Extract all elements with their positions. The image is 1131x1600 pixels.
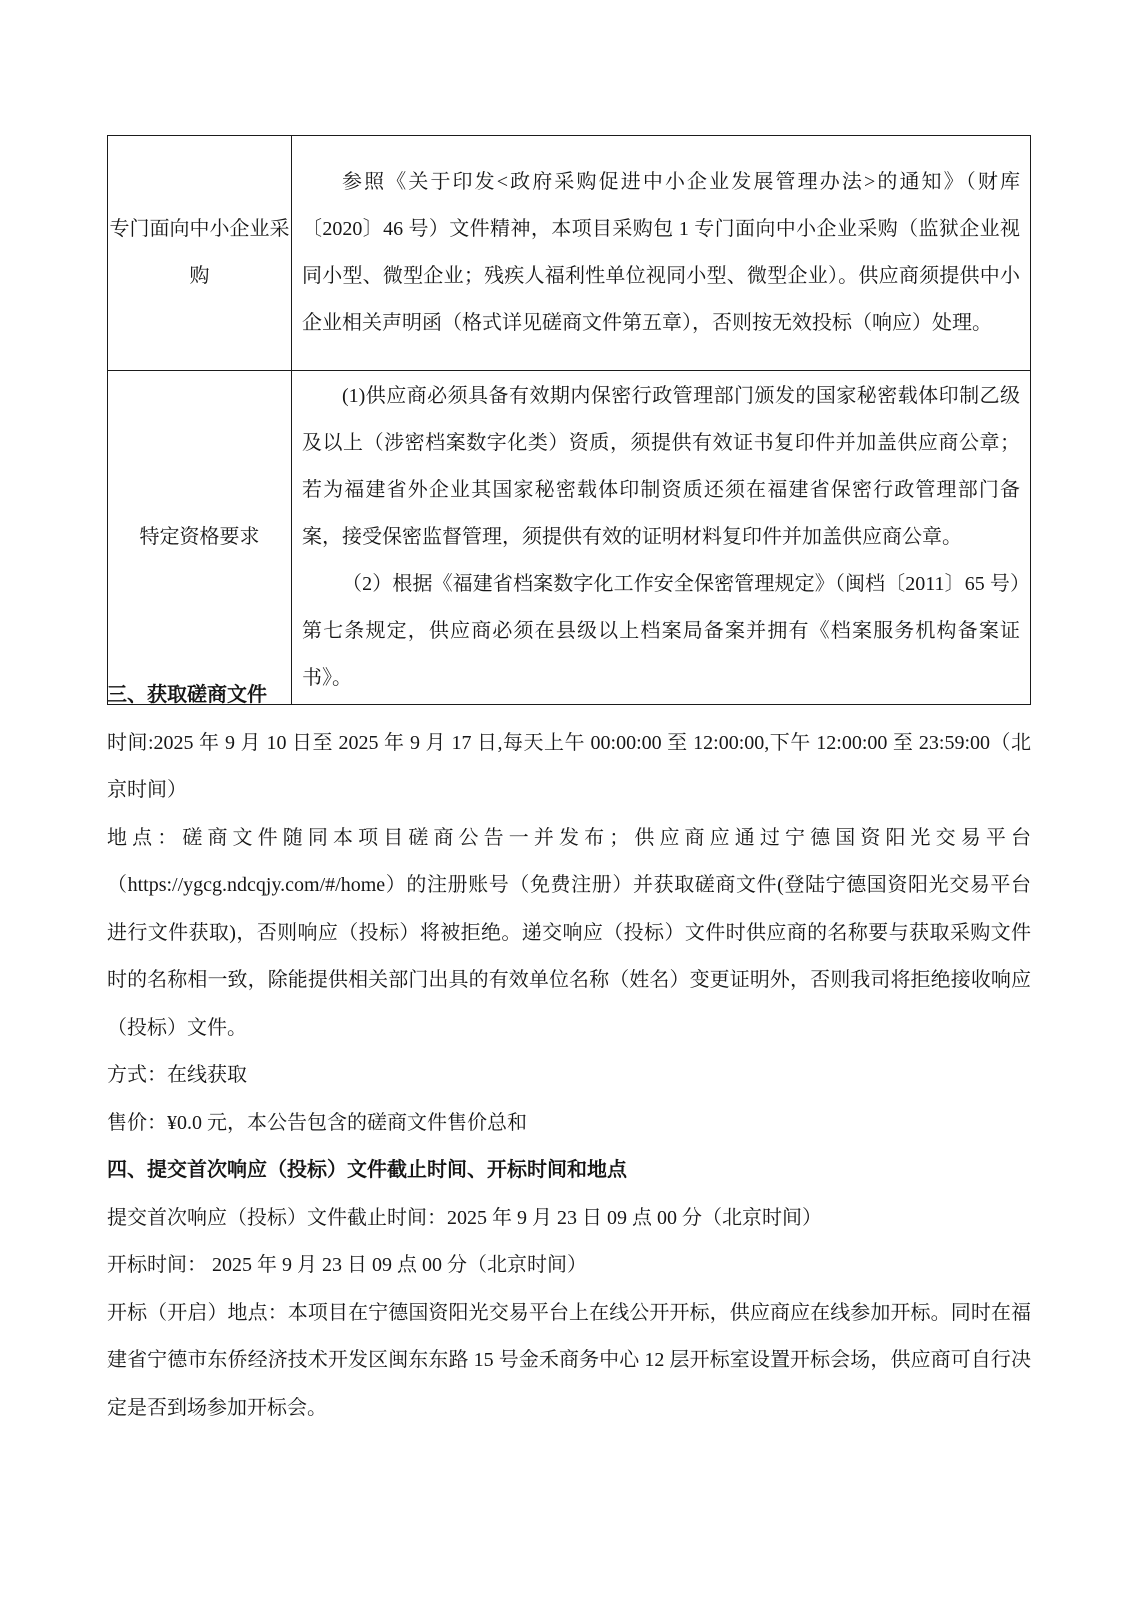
paragraph-obtain-place: 地点：磋商文件随同本项目磋商公告一并发布；供应商应通过宁德国资阳光交易平台（https://ygcg.ndcqjy.com/#/home）的注册账号（免费注册）并获取磋商文件(登陆宁德国资阳光交易平台进行文件获取)，否则响应（投标）将被拒绝。递交响应（投标）文件时供应商的名称要与获取采购文件时的名称相一致，除能提供相关部门出具的有效单位名称（姓名）变更证明外，否则我司将拒绝接收响应（投标）文件。 [107,826,1031,1039]
qualification-table [107,135,1031,705]
row-content-sme-procurement [292,136,1031,371]
paragraph-submission-deadline: 提交首次响应（投标）文件截止时间：2025 年 9 月 23 日 09 点 00 分（北京时间） [107,1206,822,1229]
table-row [108,136,1031,371]
row-content-specific-qualification [292,371,1031,705]
section-4-heading: 四、提交首次响应（投标）文件截止时间、开标时间和地点 [107,1159,627,1181]
paragraph-obtain-method: 方式：在线获取 [107,1064,247,1086]
section-3-heading: 三、获取磋商文件 [107,684,267,706]
row-label-text: 专门面向中小企业采购 [109,218,290,287]
table-row [108,371,1031,705]
cell-paragraph: （2）根据《福建省档案数字化工作安全保密管理规定》（闽档〔2011〕65 号）第七条规定，供应商必须在县级以上档案局备案并拥有《档案服务机构备案证书》。 [302,573,1020,689]
row-label-specific-qualification [108,371,292,705]
paragraph-document-price: 售价：¥0.0 元，本公告包含的磋商文件售价总和 [107,1111,527,1134]
row-label-sme-procurement [108,136,292,371]
paragraph-obtain-time: 时间:2025 年 9 月 10 日至 2025 年 9 月 17 日,每天上午 00:00:00 至 12:00:00,下午 12:00:00 至 23:59:00（北京时间） [107,731,1031,801]
paragraph-bid-opening-place: 开标（开启）地点：本项目在宁德国资阳光交易平台上在线公开开标，供应商应在线参加开标。同时在福建省宁德市东侨经济技术开发区闽东东路 15 号金禾商务中心 12 层开标室设置开标会场，供应商可自行决定是否到场参加开标会。 [107,1301,1031,1419]
row-label-text: 特定资格要求 [139,526,260,548]
cell-paragraph: (1)供应商必须具备有效期内保密行政管理部门颁发的国家秘密载体印制乙级及以上（涉密档案数字化类）资质，须提供有效证书复印件并加盖供应商公章；若为福建省外企业其国家秘密载体印制资质还须在福建省保密行政管理部门备案，接受保密监督管理，须提供有效的证明材料复印件并加盖供应商公章。 [302,385,1020,548]
cell-paragraph: 参照《关于印发<政府采购促进中小企业发展管理办法>的通知》（财库〔2020〕46 号）文件精神，本项目采购包 1 专门面向中小企业采购（监狱企业视同小型、微型企业；残疾人福利性单位视同小型、微型企业）。供应商须提供中小企业相关声明函（格式详见磋商文件第五章），否则按无效投标（响应）处理。 [302,171,1020,334]
paragraph-bid-opening-time: 开标时间： 2025 年 9 月 23 日 09 点 00 分（北京时间） [107,1254,587,1276]
document-body [107,672,1031,1432]
